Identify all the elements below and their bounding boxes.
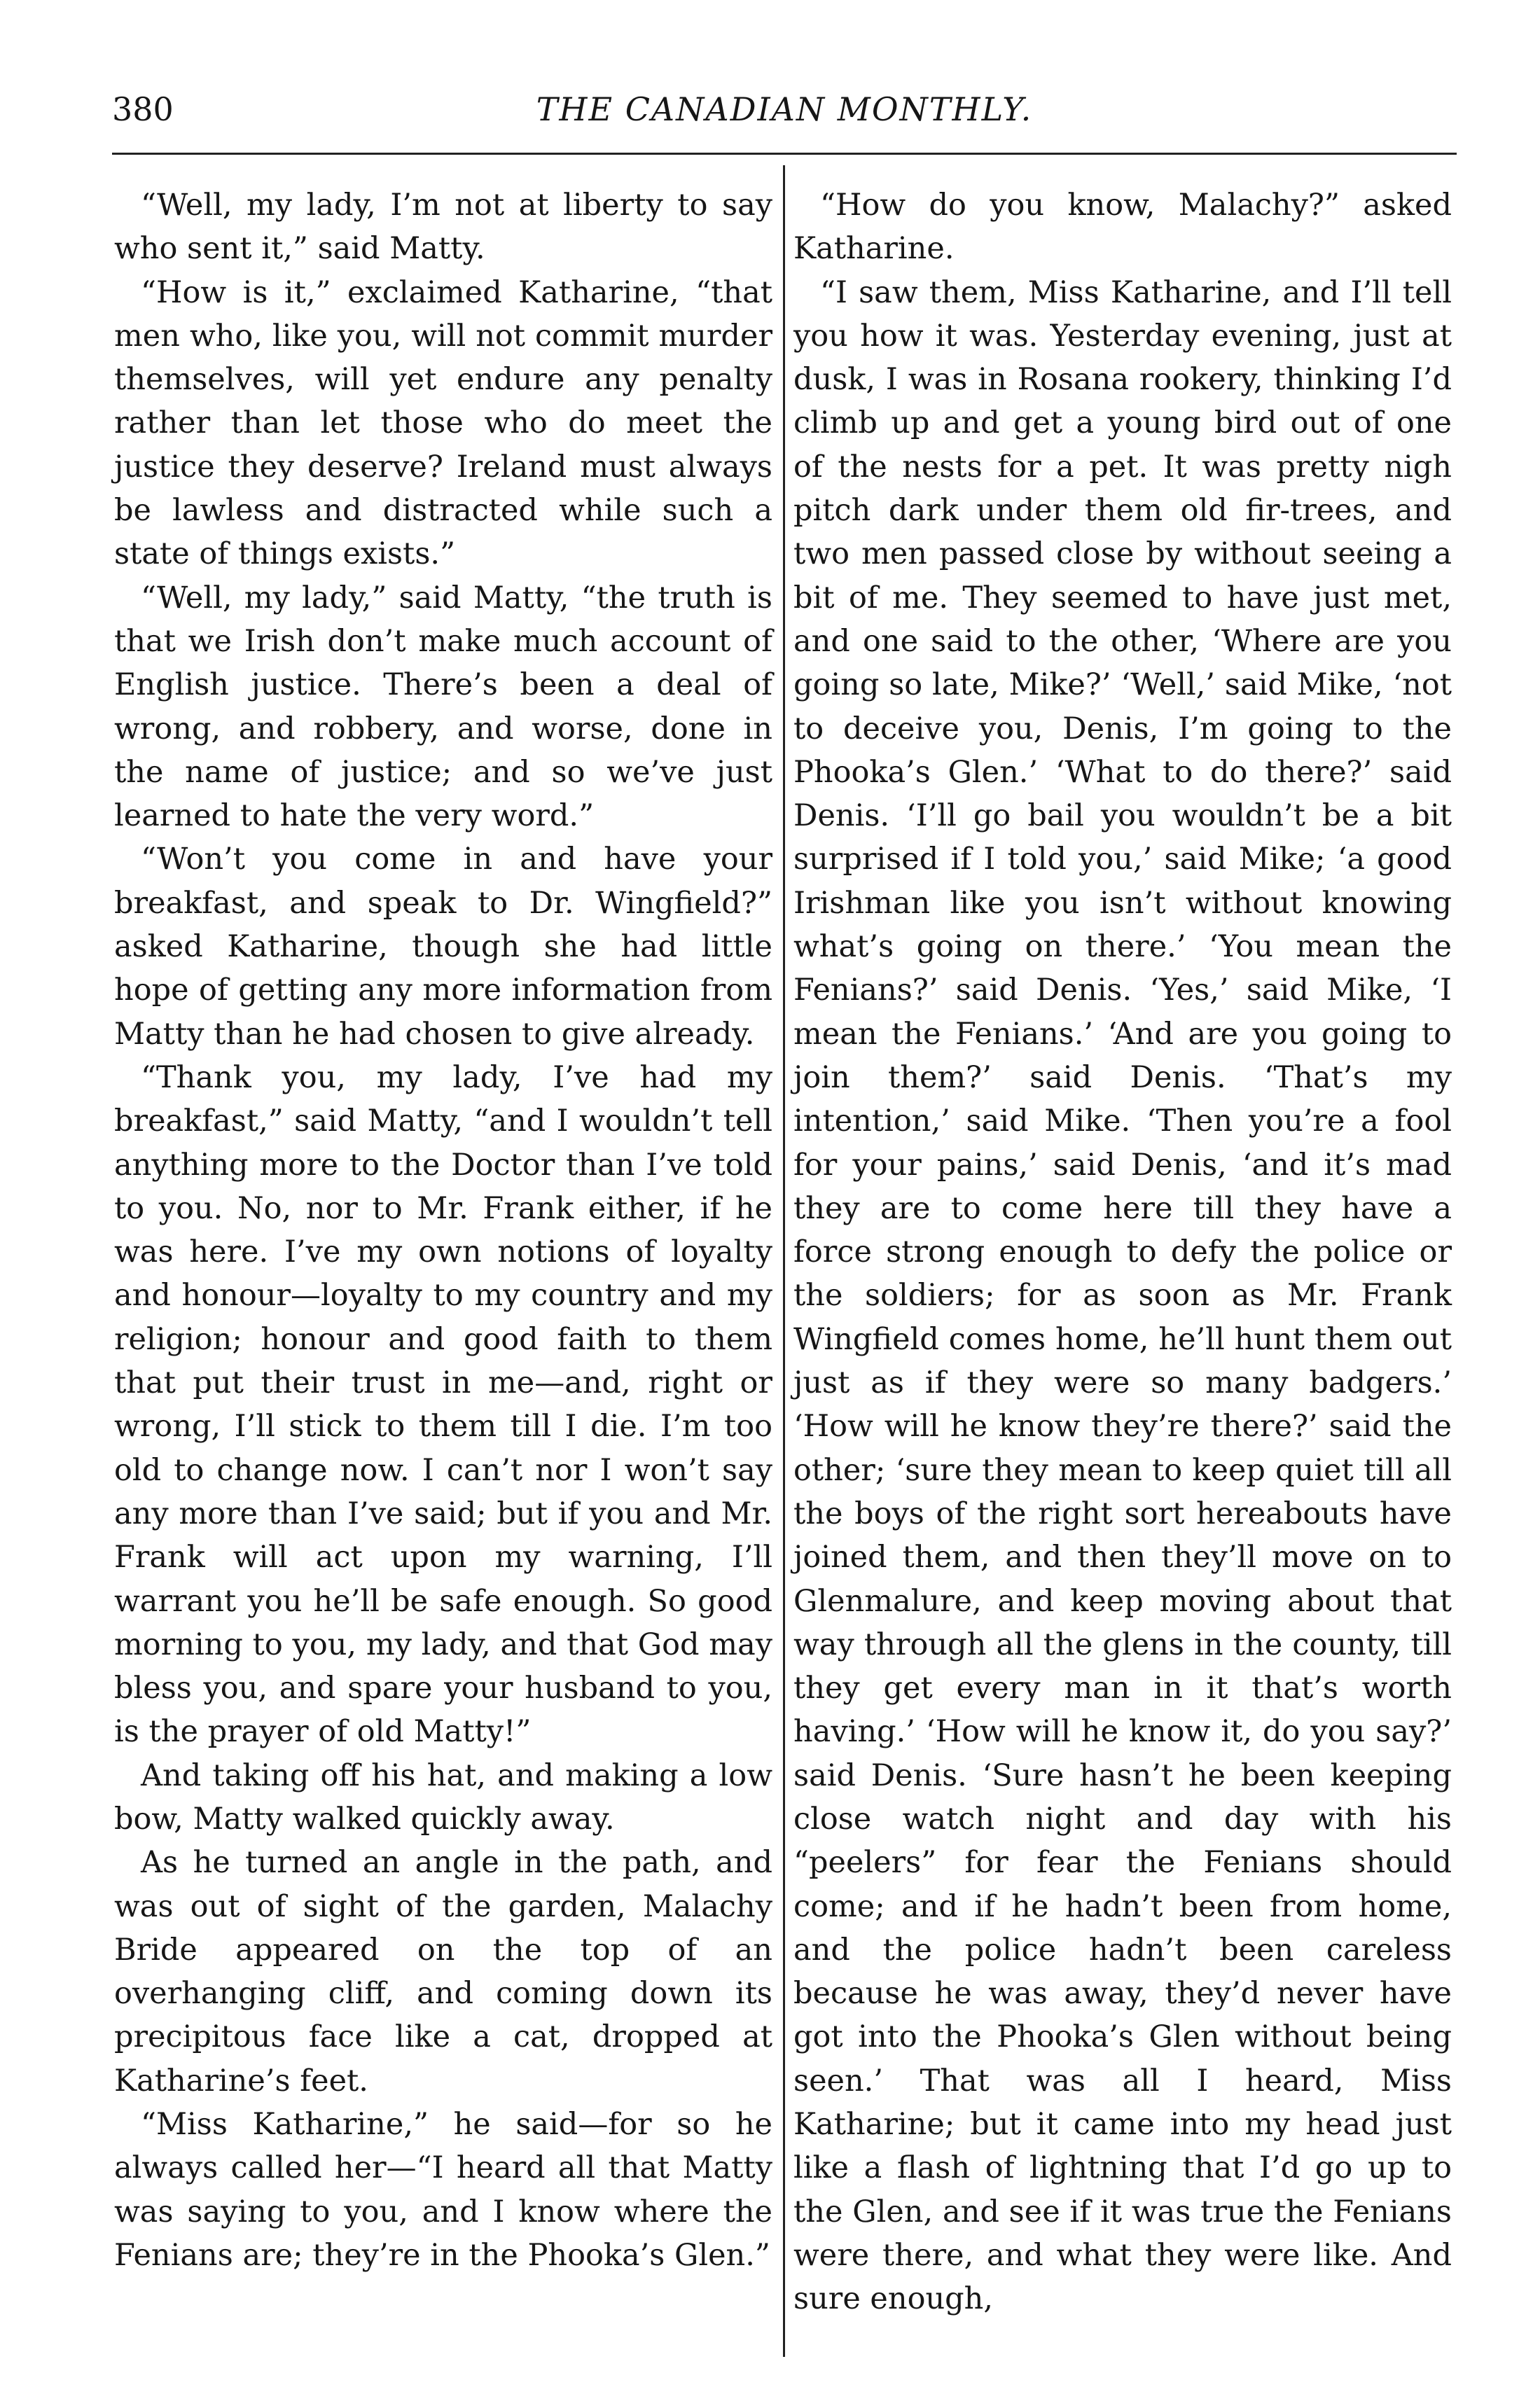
column-divider [783,165,785,2357]
left-column [114,183,772,2277]
right-column [793,183,1452,2321]
paragraph: “I saw them, Miss Katharine, and I’ll tell you how it was. Yesterday evening, just at dusk, I was in Rosana rookery, thinking I’d climb up and get a young bird out of one of the nests for a pet. It was pretty nigh pitch dark under them old fir-trees, and two men passed close by without seeing a bit of me. They seemed to have just met, and one said to the other, ‘Where are you going so late, Mike?’ ‘Well,’ said Mike, ‘not to deceive you, Denis, I’m going to the Phooka’s Glen.’ ‘What to do there?’ said Denis. ‘I’ll go bail you wouldn’t be a bit surprised if I told you,’ said Mike; ‘a good Irishman like you isn’t without knowing what’s going on there.’ ‘You mean the Fenians?’ said Denis. ‘Yes,’ said Mike, ‘I mean the Fenians.’ ‘And are you going to join them?’ said Denis. ‘That’s my intention,’ said Mike. ‘Then you’re a fool for your pains,’ said Denis, ‘and it’s mad they are to come here till they have a force strong enough to defy the police or the soldiers; for as soon as Mr. Frank Wingfield comes home, he’ll hunt them out just as if they were so many badgers.’ ‘How will he know they’re there?’ said the other; ‘sure they mean to keep quiet till all the boys of the right sort hereabouts have joined them, and then they’ll move on to Glenmalure, and keep moving about that way through all the glens in the county, till they get every man in it that’s worth having.’ ‘How will he know it, do you say?’ said Denis. ‘Sure hasn’t he been keeping close watch night and day with his “peelers” for fear the Fenians should come; and if he hadn’t been from home, and the police hadn’t been careless because he was away, they’d never have got into the Phooka’s Glen without being seen.’ That was all I heard, Miss Katharine; but it came into my head just like a flash of lightning that I’d go up to the Glen, and see if it was true the Fenians were there, and what they were like. And sure enough, [793,274,1452,2317]
paragraph: “Miss Katharine,” he said—for so he always called her—“I heard all that Matty was saying to you, and I know where the Fenians are; they’re in the Phooka’s Glen.” [114,2107,772,2273]
paragraph: “Won’t you come in and have your breakfast, and speak to Dr. Wingfield?” asked Katharine, though she had little hope of getting any more information from Matty than he had chosen to give already. [114,842,772,1052]
paragraph: “How do you know, Malachy?” asked Katharine. [793,188,1452,267]
paragraph: “Well, my lady,” said Matty, “the truth is that we Irish don’t make much account of English justice. There’s been a deal of wrong, and robbery, and worse, done in the name of justice; and so we’ve just learned to hate the very word.” [114,580,772,834]
paragraph: “Thank you, my lady, I’ve had my breakfast,” said Matty, “and I wouldn’t tell anything more to the Doctor than I’ve told to you. No, nor to Mr. Frank either, if he was here. I’ve my own notions of loyalty and honour—loyalty to my country and my religion; honour and good faith to them that put their trust in me—and, right or wrong, I’ll stick to them till I die. I’m too old to change now. I can’t nor I won’t say any more than I’ve said; but if you and Mr. Frank will act upon my warning, I’ll warrant you he’ll be safe enough. So good morning to you, my lady, and that God may bless you, and spare your husband to you, is the prayer of old Matty!” [114,1059,772,1750]
paragraph: “How is it,” exclaimed Katharine, “that men who, like you, will not commit murder themselves, will yet endure any penalty rather than let those who do meet the justice they deserve? Ireland must always be lawless and distracted while such a state of things exists.” [114,274,772,572]
page-number: 380 [112,90,174,128]
paragraph: “Well, my lady, I’m not at liberty to say who sent it,” said Matty. [114,188,772,267]
paragraph: As he turned an angle in the path, and was out of sight of the garden, Malachy Bride appeared on the top of an overhanging cliff, and coming down its precipitous face like a cat, dropped at Katharine’s feet. [114,1845,772,2099]
running-head: THE CANADIAN MONTHLY. [536,90,1033,128]
page-header [112,83,1457,139]
header-rule [112,153,1457,155]
paragraph: And taking off his hat, and making a low bow, Matty walked quickly away. [114,1758,772,1837]
